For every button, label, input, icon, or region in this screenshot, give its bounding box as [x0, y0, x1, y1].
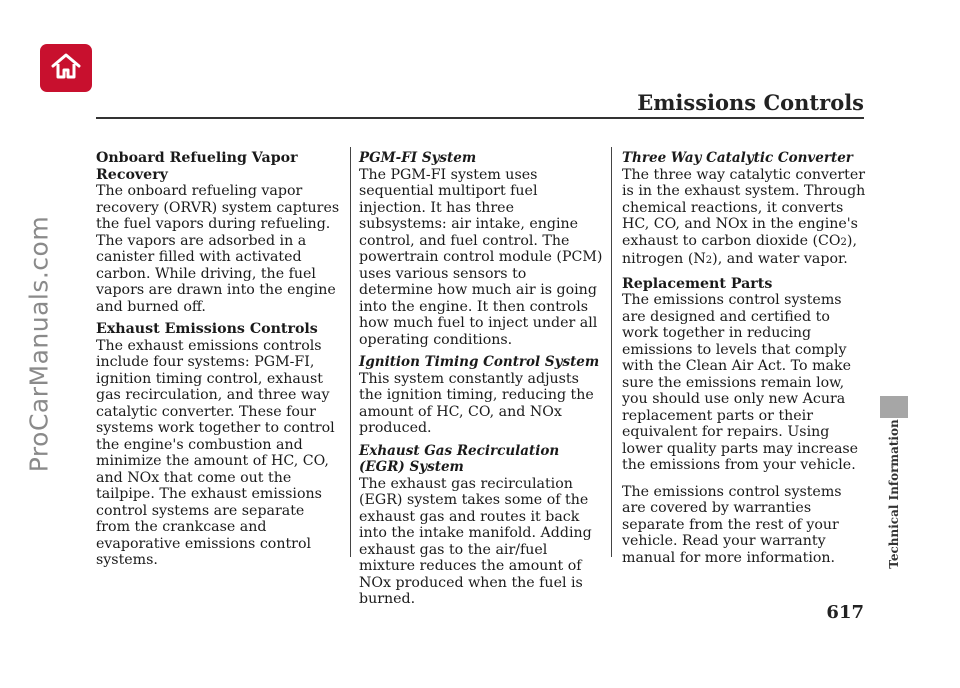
text-column-1	[96, 150, 340, 575]
subscript: 2	[705, 255, 713, 266]
page-number: 617	[826, 602, 864, 623]
header-divider	[96, 117, 864, 119]
page-title: Emissions Controls	[637, 90, 864, 115]
text-column-2	[359, 150, 603, 614]
section-tab-marker	[880, 396, 908, 418]
subsection-heading: PGM-FI System	[359, 150, 477, 166]
body-text: ), and water vapor.	[712, 251, 848, 267]
body-text: The emissions control systems are covered by warranties separate from the rest of your vehicle. Read your warranty manual for more information.	[622, 483, 842, 566]
subsection-heading: Three Way Catalytic Converter	[622, 150, 853, 166]
text-block	[96, 150, 340, 315]
body-text: The exhaust emissions controls include four systems: PGM-FI, ignition timing control, exhaust gas recirculation, and three way catalytic converter. These four systems work together to control the engine's combustion and minimize the amount of HC, CO, and NOx that come out the tailpipe. The exhaust emissions control systems are separate from the crankcase and evaporative emissions control systems.	[96, 337, 335, 568]
subsection-heading: Ignition Timing Control System	[359, 354, 600, 370]
body-text: The emissions control systems are designed and certified to work together in reducing emissions to levels that comply with the Clean Air Act. To make sure the emissions remain low, you should use only new Acura replacement parts or their equivalent for repairs. Using lower quality parts may increase the emissions from your vehicle.	[622, 292, 859, 473]
section-label: Technical Information	[887, 419, 901, 569]
watermark: ProCarManuals.com	[24, 215, 54, 473]
section-heading: Onboard Refueling Vapor Recovery	[96, 150, 298, 183]
body-text: The PGM-FI system uses sequential multiport fuel injection. It has three subsystems: air intake, engine control, and fuel control. The powertrain control module (PCM) uses various sensors to determine how much air is going into the engine. It then controls how much fuel to inject under all operating conditions.	[359, 166, 603, 348]
text-block	[96, 321, 340, 569]
subsection-heading: Exhaust Gas Recirculation (EGR) System	[359, 442, 560, 475]
column-divider	[350, 147, 351, 557]
text-block	[622, 276, 866, 474]
text-block	[359, 443, 603, 608]
column-divider	[611, 147, 612, 557]
text-column-3	[622, 150, 866, 572]
text-block	[622, 484, 866, 567]
text-block	[622, 150, 866, 270]
text-block	[359, 150, 603, 348]
body-text: The exhaust gas recirculation (EGR) system takes some of the exhaust gas and routes it back into the intake manifold. Adding exhaust gas to the air/fuel mixture reduces the amount of NOx produced when the fuel is burned.	[359, 475, 592, 607]
body-text: This system constantly adjusts the ignition timing, reducing the amount of HC, CO, and NOx produced.	[359, 370, 594, 436]
section-heading: Exhaust Emissions Controls	[96, 321, 318, 337]
text-block	[359, 354, 603, 437]
body-text: ), nitrogen (N	[622, 232, 857, 267]
section-heading: Replacement Parts	[622, 275, 773, 292]
body-text: The onboard refueling vapor recovery (ORVR) system captures the fuel vapors during refueling. The vapors are adsorbed in a canister filled with activated carbon. While driving, the fuel vapors are drawn into the engine and burned off.	[96, 183, 340, 315]
subscript: 2	[840, 236, 847, 248]
body-text: The three way catalytic converter is in the exhaust system. Through chemical reactions, it converts HC, CO, and NOx in the engine's exhaust to carbon dioxide (CO	[622, 166, 866, 249]
